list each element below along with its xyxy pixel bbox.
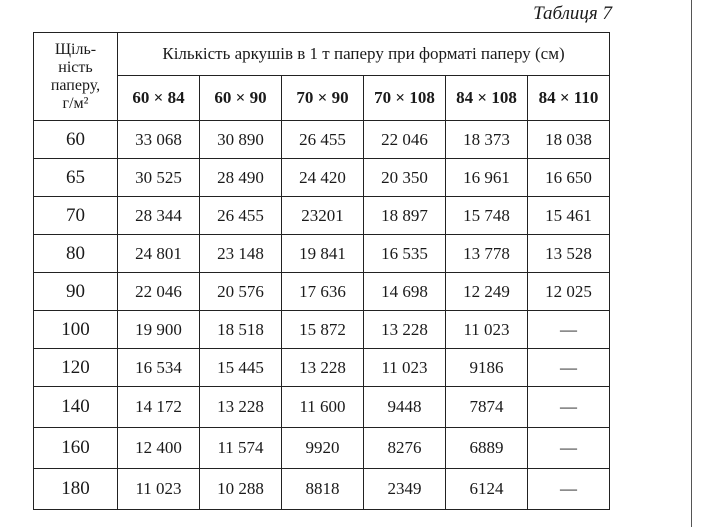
value-cell: 7874 xyxy=(446,387,528,428)
value-cell: 16 961 xyxy=(446,159,528,197)
density-header-line: паперу, xyxy=(50,76,101,94)
value-cell: 11 023 xyxy=(118,469,200,510)
table-row xyxy=(34,469,610,510)
value-cell: 18 897 xyxy=(364,197,446,235)
value-cell: 11 574 xyxy=(200,428,282,469)
value-cell: 17 636 xyxy=(282,273,364,311)
value-cell: 16 650 xyxy=(528,159,610,197)
value-cell: — xyxy=(528,311,610,349)
density-header-line: г/м² xyxy=(62,94,89,112)
value-cell: 14 172 xyxy=(118,387,200,428)
sheets-count-header: Кількість аркушів в 1 т паперу при форматі паперу (см) xyxy=(118,33,610,76)
paper-sheets-table xyxy=(33,32,610,510)
value-cell: 16 535 xyxy=(364,235,446,273)
table-row xyxy=(34,121,610,159)
value-cell: 26 455 xyxy=(200,197,282,235)
value-cell: 13 528 xyxy=(528,235,610,273)
value-cell: 12 400 xyxy=(118,428,200,469)
density-header xyxy=(34,33,118,121)
format-header: 84 × 110 xyxy=(528,76,610,121)
density-cell: 60 xyxy=(34,121,118,159)
value-cell: 16 534 xyxy=(118,349,200,387)
format-header: 60 × 84 xyxy=(118,76,200,121)
value-cell: 18 518 xyxy=(200,311,282,349)
density-cell: 140 xyxy=(34,387,118,428)
value-cell: — xyxy=(528,387,610,428)
table-row xyxy=(34,197,610,235)
value-cell: 33 068 xyxy=(118,121,200,159)
value-cell: 12 025 xyxy=(528,273,610,311)
value-cell: 24 420 xyxy=(282,159,364,197)
value-cell: 8276 xyxy=(364,428,446,469)
value-cell: 9920 xyxy=(282,428,364,469)
value-cell: 30 525 xyxy=(118,159,200,197)
value-cell: 28 344 xyxy=(118,197,200,235)
value-cell: 15 748 xyxy=(446,197,528,235)
density-cell: 180 xyxy=(34,469,118,510)
value-cell: 20 576 xyxy=(200,273,282,311)
value-cell: 6124 xyxy=(446,469,528,510)
density-cell: 160 xyxy=(34,428,118,469)
density-cell: 90 xyxy=(34,273,118,311)
value-cell: 13 778 xyxy=(446,235,528,273)
value-cell: 15 872 xyxy=(282,311,364,349)
value-cell: 12 249 xyxy=(446,273,528,311)
value-cell: 15 445 xyxy=(200,349,282,387)
format-header: 60 × 90 xyxy=(200,76,282,121)
value-cell: 9186 xyxy=(446,349,528,387)
value-cell: 15 461 xyxy=(528,197,610,235)
value-cell: 30 890 xyxy=(200,121,282,159)
page-edge-rule xyxy=(691,0,692,527)
table-row xyxy=(34,235,610,273)
value-cell: 14 698 xyxy=(364,273,446,311)
value-cell: 26 455 xyxy=(282,121,364,159)
format-header: 84 × 108 xyxy=(446,76,528,121)
value-cell: 11 600 xyxy=(282,387,364,428)
density-cell: 120 xyxy=(34,349,118,387)
table-row xyxy=(34,159,610,197)
value-cell: 13 228 xyxy=(282,349,364,387)
density-cell: 65 xyxy=(34,159,118,197)
table-row xyxy=(34,273,610,311)
value-cell: 23 148 xyxy=(200,235,282,273)
value-cell: — xyxy=(528,428,610,469)
density-header-line: Щіль- xyxy=(54,40,97,58)
table-row xyxy=(34,387,610,428)
value-cell: 13 228 xyxy=(364,311,446,349)
value-cell: 23201 xyxy=(282,197,364,235)
value-cell: 13 228 xyxy=(200,387,282,428)
table-row xyxy=(34,428,610,469)
table-caption: Таблиця 7 xyxy=(533,3,612,24)
density-cell: 80 xyxy=(34,235,118,273)
value-cell: 24 801 xyxy=(118,235,200,273)
value-cell: 11 023 xyxy=(446,311,528,349)
value-cell: 6889 xyxy=(446,428,528,469)
format-header: 70 × 90 xyxy=(282,76,364,121)
value-cell: 8818 xyxy=(282,469,364,510)
value-cell: 2349 xyxy=(364,469,446,510)
density-cell: 100 xyxy=(34,311,118,349)
value-cell: 28 490 xyxy=(200,159,282,197)
value-cell: 9448 xyxy=(364,387,446,428)
value-cell: 20 350 xyxy=(364,159,446,197)
value-cell: 11 023 xyxy=(364,349,446,387)
table-row xyxy=(34,311,610,349)
value-cell: 18 038 xyxy=(528,121,610,159)
value-cell: 10 288 xyxy=(200,469,282,510)
value-cell: 22 046 xyxy=(118,273,200,311)
value-cell: 22 046 xyxy=(364,121,446,159)
table-row xyxy=(34,349,610,387)
density-cell: 70 xyxy=(34,197,118,235)
format-header: 70 × 108 xyxy=(364,76,446,121)
value-cell: — xyxy=(528,349,610,387)
density-header-line: ність xyxy=(58,58,93,76)
value-cell: — xyxy=(528,469,610,510)
value-cell: 18 373 xyxy=(446,121,528,159)
value-cell: 19 841 xyxy=(282,235,364,273)
value-cell: 19 900 xyxy=(118,311,200,349)
